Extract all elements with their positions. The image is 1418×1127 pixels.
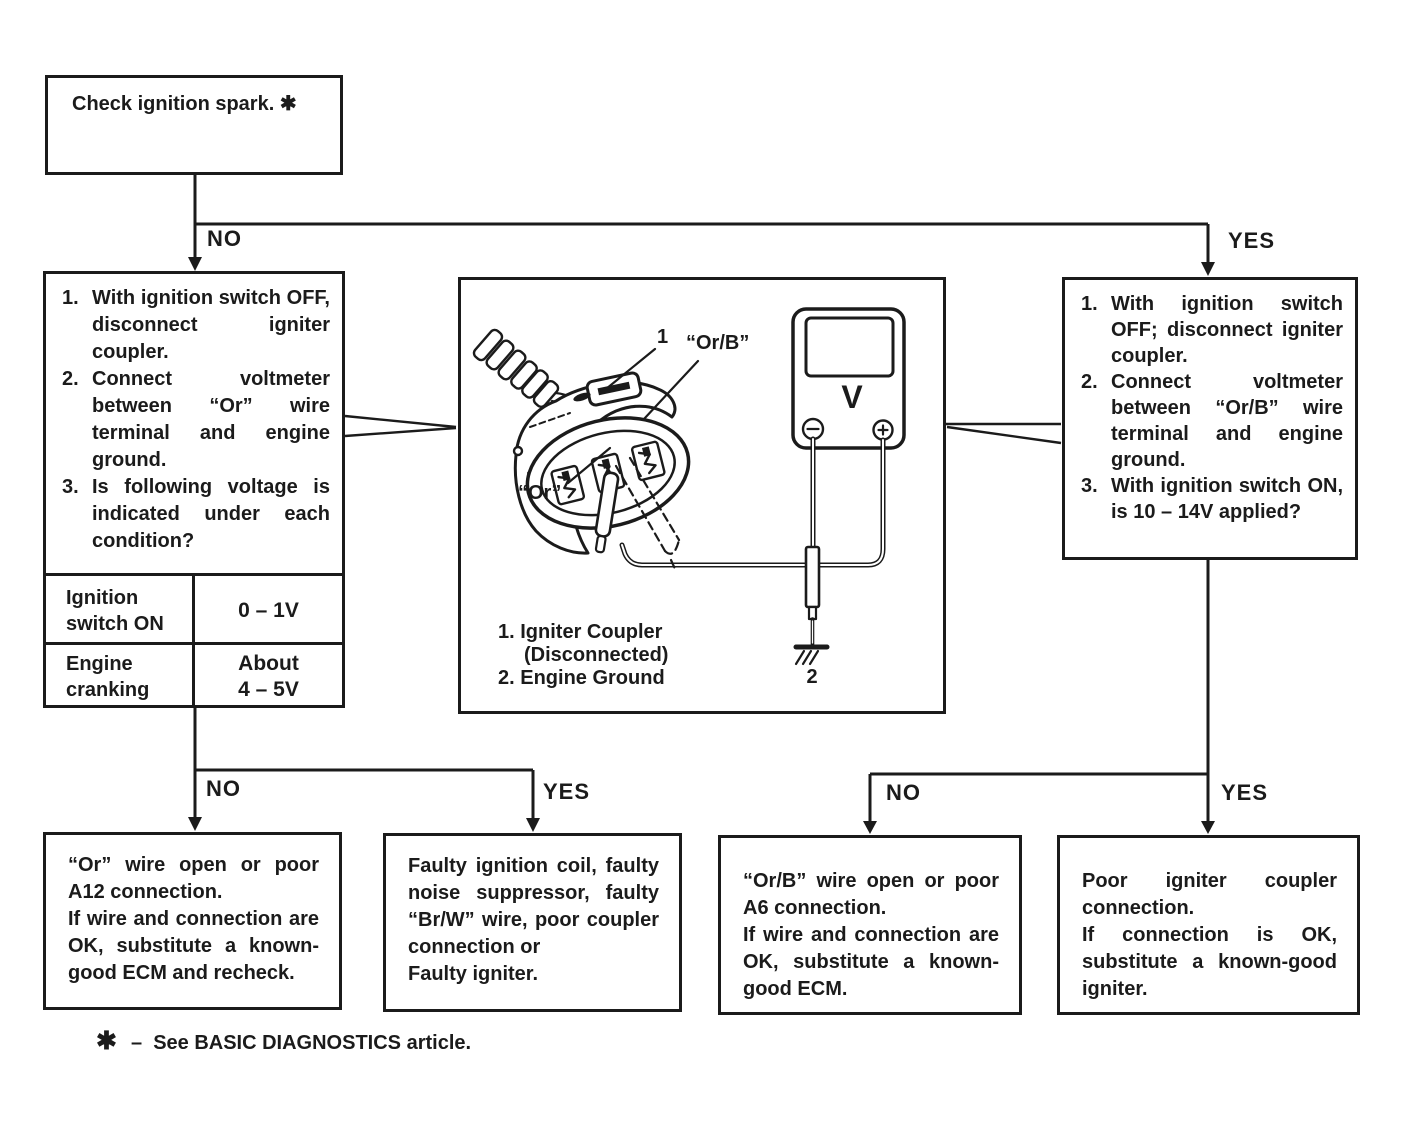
arrowhead bbox=[1201, 262, 1215, 276]
voltage-table-row bbox=[46, 573, 342, 645]
left-procedure-box bbox=[43, 271, 345, 708]
start-box bbox=[45, 75, 343, 175]
branch-top-no-label: NO bbox=[207, 226, 242, 251]
outcome-text: “Or/B” wire open or poor A6 connection. bbox=[743, 870, 999, 919]
arrowhead bbox=[188, 817, 202, 831]
step-text: With ignition switch OFF, disconnect igniter coupler. bbox=[92, 287, 330, 363]
step-text: Connect voltmeter between “Or/B” wire terminal and engine ground. bbox=[1111, 371, 1343, 471]
arrowhead bbox=[1201, 821, 1215, 834]
step-text: With ignition switch OFF; disconnect igniter coupler. bbox=[1111, 293, 1343, 367]
outcome-box-orb-wire bbox=[718, 835, 1022, 1015]
arrowhead bbox=[863, 821, 877, 834]
branch-right-no-label: NO bbox=[886, 780, 921, 805]
center-illustration bbox=[458, 277, 946, 714]
ground-2-label: 2 bbox=[806, 666, 818, 688]
procedure-step bbox=[1081, 369, 1343, 473]
outcome-text: If wire and connection are OK, substitute a known-good ECM. bbox=[743, 924, 999, 1000]
step-number: 3. bbox=[1081, 475, 1098, 497]
right-procedure-box bbox=[1062, 277, 1358, 560]
outcome-text: Faulty ignition coil, faulty noise suppressor, faulty “Br/W” wire, poor coupler connection or bbox=[408, 855, 659, 958]
step-number: 2. bbox=[1081, 371, 1098, 393]
outcome-text: If wire and connection are OK, substitute a known-good ECM and recheck. bbox=[68, 908, 319, 984]
footnote-text: – See BASIC DIAGNOSTICS article. bbox=[130, 1032, 472, 1054]
procedure-step bbox=[1081, 291, 1343, 369]
voltage-value-line: 0 – 1V bbox=[238, 598, 299, 622]
step-number: 2. bbox=[62, 368, 79, 390]
step-text: Is following voltage is indicated under each condition? bbox=[92, 476, 330, 552]
left-procedure-steps bbox=[46, 274, 342, 573]
outcome-text: If connection is OK, substitute a known-good igniter. bbox=[1082, 924, 1337, 1000]
step-text: Connect voltmeter between “Or” wire terminal and engine ground. bbox=[92, 368, 330, 471]
outcome-text: Poor igniter coupler connection. bbox=[1082, 870, 1337, 919]
voltage-value-line: 4 – 5V bbox=[238, 677, 299, 701]
outcome-text: Faulty igniter. bbox=[408, 963, 539, 985]
step-text: With ignition switch ON, is 10 – 14V applied? bbox=[1111, 475, 1343, 523]
legend-line-3: 2. Engine Ground bbox=[498, 667, 665, 689]
callout-wedge-right bbox=[946, 424, 1061, 443]
voltage-value bbox=[195, 576, 342, 645]
meter-v-label: V bbox=[841, 379, 863, 415]
legend-line-2: (Disconnected) bbox=[524, 644, 669, 666]
callout-1-label: 1 bbox=[657, 326, 669, 348]
callout-wedge-left bbox=[345, 416, 456, 436]
outcome-box-igniter-coupler bbox=[1057, 835, 1360, 1015]
arrowhead bbox=[526, 818, 540, 832]
voltage-value-line: About bbox=[238, 651, 299, 675]
right-procedure-steps bbox=[1065, 280, 1355, 525]
asterisk-icon: ✱ bbox=[96, 1027, 117, 1055]
voltage-condition: Engine cranking bbox=[46, 645, 195, 708]
legend-line-1: 1. Igniter Coupler bbox=[498, 621, 663, 643]
minus-terminal-icon bbox=[803, 419, 823, 439]
outcome-box-faulty-coil bbox=[383, 833, 682, 1012]
step-number: 1. bbox=[62, 287, 79, 309]
footnote bbox=[96, 1026, 471, 1056]
step-number: 1. bbox=[1081, 293, 1098, 315]
procedure-step bbox=[62, 366, 330, 474]
branch-top-yes-label: YES bbox=[1228, 228, 1276, 253]
branch-right-yes-label: YES bbox=[1221, 780, 1269, 805]
arrowhead bbox=[188, 257, 202, 271]
outcome-text: “Or” wire open or poor A12 connection. bbox=[68, 854, 319, 903]
outcome-box-or-wire bbox=[43, 832, 342, 1010]
voltage-table-row bbox=[46, 642, 342, 708]
branch-left-yes-label: YES bbox=[543, 779, 591, 804]
plus-terminal-icon bbox=[874, 421, 893, 440]
wire-loom bbox=[472, 328, 560, 409]
connector-table-across bbox=[195, 770, 533, 820]
procedure-step bbox=[62, 474, 330, 555]
ground-symbol bbox=[796, 647, 827, 664]
voltage-condition: Ignition switch ON bbox=[46, 576, 195, 645]
procedure-step bbox=[1081, 473, 1343, 525]
step-number: 3. bbox=[62, 476, 79, 498]
branch-left-no-label: NO bbox=[206, 776, 241, 801]
negative-test-lead bbox=[806, 439, 819, 645]
wire-orb-label: “Or/B” bbox=[686, 332, 750, 354]
procedure-step bbox=[62, 285, 330, 366]
start-box-text: Check ignition spark. ✱ bbox=[72, 93, 297, 115]
wire-or-label: “Or” bbox=[518, 482, 562, 504]
voltage-value bbox=[195, 645, 342, 708]
